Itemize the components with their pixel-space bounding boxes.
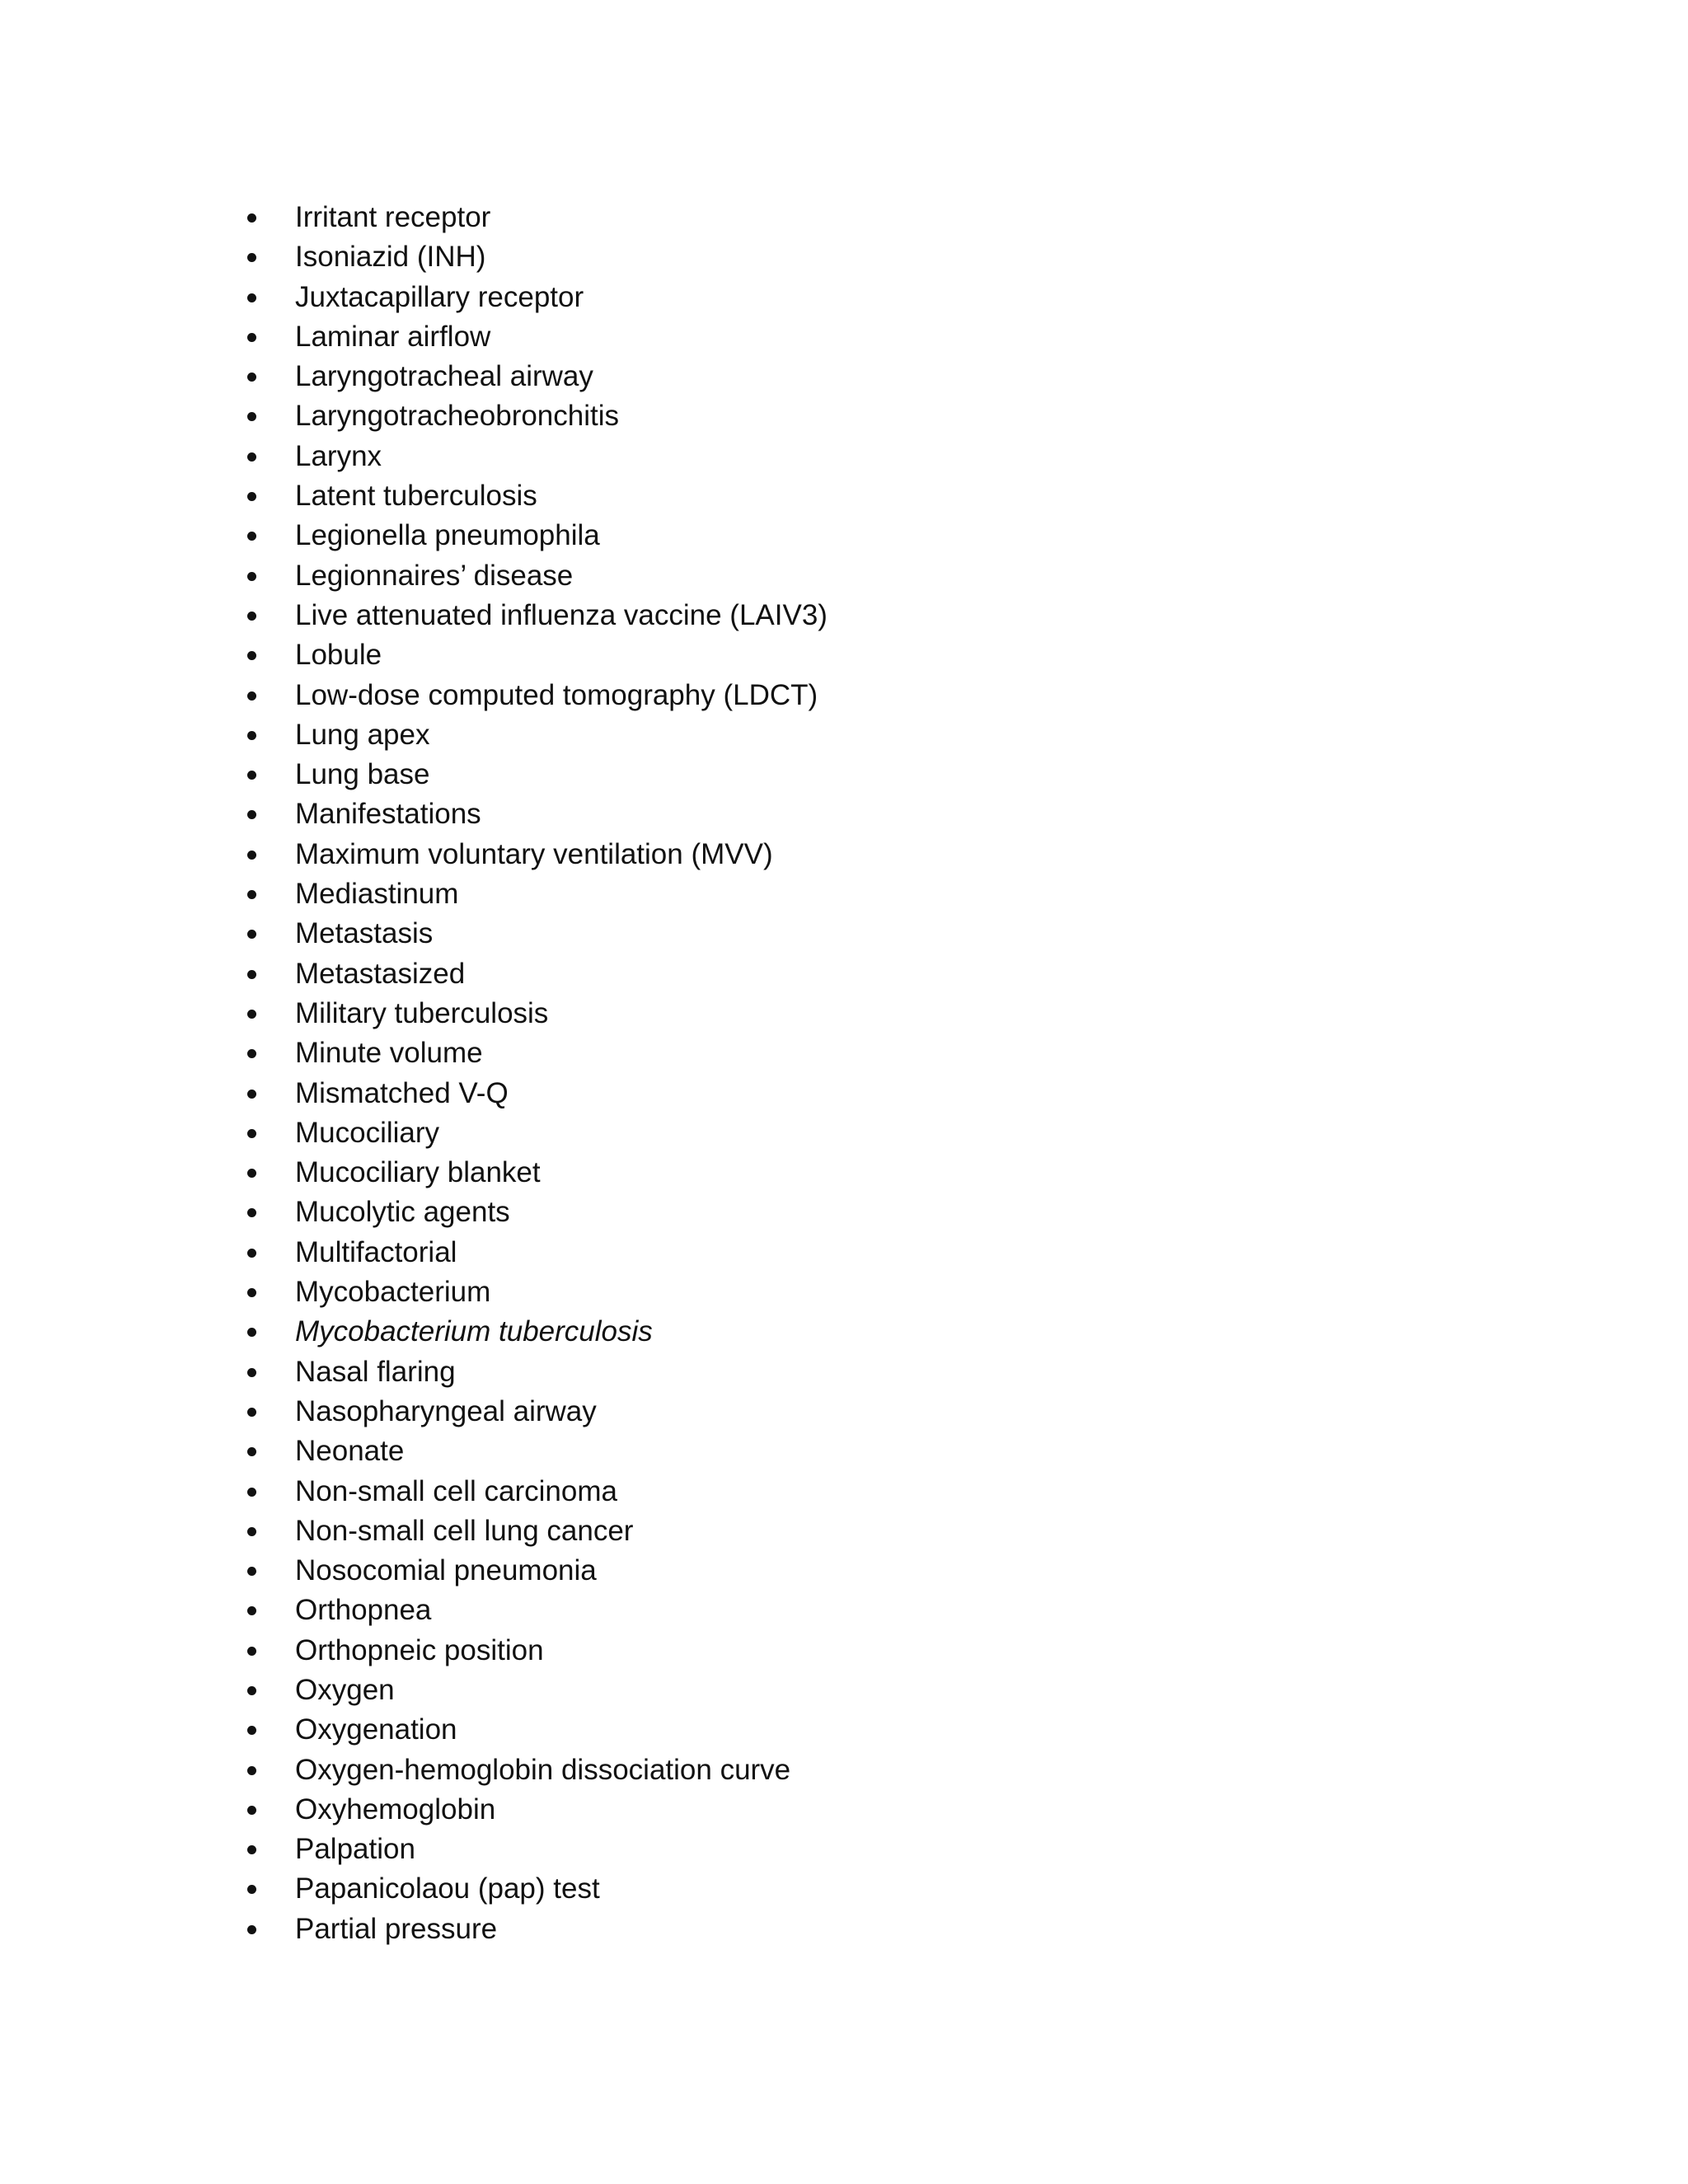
bullet-icon — [247, 890, 256, 899]
list-item — [247, 954, 828, 994]
bullet-icon — [247, 1288, 256, 1297]
term-text: Oxygen — [295, 1673, 395, 1706]
bullet-icon — [247, 1925, 256, 1934]
list-item — [247, 476, 828, 516]
list-item — [247, 1352, 828, 1392]
term-text: Legionnaires’ disease — [295, 559, 574, 592]
bullet-icon — [247, 1447, 256, 1456]
bullet-icon — [247, 1129, 256, 1138]
list-item — [247, 1869, 828, 1909]
list-item — [247, 755, 828, 794]
bullet-icon — [247, 1647, 256, 1656]
list-item — [247, 596, 828, 635]
bullet-icon — [247, 373, 256, 382]
bullet-icon — [247, 1368, 256, 1377]
list-item — [247, 794, 828, 834]
term-list — [247, 198, 828, 1949]
list-item — [247, 317, 828, 357]
list-item — [247, 198, 828, 237]
bullet-icon — [247, 1408, 256, 1417]
term-text: Orthopnea — [295, 1594, 432, 1627]
list-item — [247, 1631, 828, 1671]
term-text: Mycobacterium — [295, 1276, 491, 1309]
bullet-icon — [247, 1726, 256, 1735]
term-text: Lung apex — [295, 718, 430, 751]
list-item — [247, 1910, 828, 1949]
list-item — [247, 1233, 828, 1272]
bullet-icon — [247, 1249, 256, 1258]
bullet-icon — [247, 731, 256, 740]
list-item — [247, 914, 828, 954]
term-text: Larynx — [295, 439, 382, 472]
term-text: Legionella pneumophila — [295, 519, 600, 552]
term-text: Oxygenation — [295, 1713, 457, 1746]
list-item — [247, 635, 828, 675]
list-item — [247, 1750, 828, 1790]
bullet-icon — [247, 253, 256, 262]
bullet-icon — [247, 1686, 256, 1695]
term-text: Palpation — [295, 1833, 415, 1866]
term-text: Laryngotracheobronchitis — [295, 400, 620, 433]
bullet-icon — [247, 213, 256, 223]
list-item — [247, 237, 828, 277]
term-text: Neonate — [295, 1435, 405, 1468]
term-text: Mediastinum — [295, 878, 459, 911]
term-text: Lobule — [295, 639, 382, 672]
bullet-icon — [247, 810, 256, 819]
bullet-icon — [247, 1010, 256, 1019]
term-text: Partial pressure — [295, 1912, 498, 1945]
bullet-icon — [247, 612, 256, 621]
bullet-icon — [247, 1606, 256, 1615]
term-text: Papanicolaou (pap) test — [295, 1872, 600, 1905]
list-item — [247, 278, 828, 317]
bullet-icon — [247, 452, 256, 462]
list-item — [247, 1710, 828, 1750]
list-item — [247, 1193, 828, 1232]
list-item — [247, 1432, 828, 1471]
list-item — [247, 1551, 828, 1591]
bullet-icon — [247, 492, 256, 501]
list-item — [247, 1074, 828, 1113]
term-text: Oxyhemoglobin — [295, 1793, 496, 1825]
list-item — [247, 516, 828, 555]
term-text: Laryngotracheal airway — [295, 360, 593, 393]
list-item — [247, 835, 828, 874]
bullet-icon — [247, 1090, 256, 1099]
term-text: Low-dose computed tomography (LDCT) — [295, 678, 818, 711]
list-item — [247, 1272, 828, 1312]
bullet-icon — [247, 532, 256, 541]
bullet-icon — [247, 970, 256, 979]
list-item — [247, 556, 828, 596]
term-text: Oxygen-hemoglobin dissociation curve — [295, 1753, 791, 1786]
bullet-icon — [247, 1208, 256, 1217]
bullet-icon — [247, 1049, 256, 1058]
bullet-icon — [247, 930, 256, 939]
list-item — [247, 1591, 828, 1630]
bullet-icon — [247, 412, 256, 421]
term-text: Lung base — [295, 758, 430, 791]
term-text: Latent tuberculosis — [295, 480, 537, 513]
term-text: Mucolytic agents — [295, 1196, 510, 1229]
term-text: Juxtacapillary receptor — [295, 280, 584, 313]
term-text: Mucociliary blanket — [295, 1156, 541, 1189]
bullet-icon — [247, 651, 256, 660]
term-text: Non-small cell lung cancer — [295, 1514, 634, 1547]
bullet-icon — [247, 1328, 256, 1337]
bullet-icon — [247, 1567, 256, 1576]
bullet-icon — [247, 572, 256, 581]
list-item — [247, 1153, 828, 1193]
term-text: Isoniazid (INH) — [295, 241, 486, 274]
list-item — [247, 1830, 828, 1869]
term-text: Mismatched V-Q — [295, 1076, 509, 1109]
list-item — [247, 1033, 828, 1073]
term-text: Orthopneic position — [295, 1633, 544, 1666]
term-text: Nasal flaring — [295, 1355, 456, 1388]
term-text: Mycobacterium tuberculosis — [295, 1315, 653, 1348]
list-item — [247, 1392, 828, 1432]
term-text: Metastasized — [295, 957, 466, 990]
term-text: Irritant receptor — [295, 201, 491, 233]
term-text: Minute volume — [295, 1037, 483, 1070]
term-text: Nasopharyngeal airway — [295, 1394, 597, 1427]
term-text: Mucociliary — [295, 1116, 440, 1149]
term-text: Metastasis — [295, 917, 434, 950]
term-text: Non-small cell carcinoma — [295, 1474, 617, 1507]
list-item — [247, 676, 828, 715]
bullet-icon — [247, 771, 256, 780]
list-item — [247, 994, 828, 1033]
bullet-icon — [247, 851, 256, 860]
bullet-icon — [247, 1885, 256, 1894]
term-text: Maximum voluntary ventilation (MVV) — [295, 837, 773, 870]
term-text: Nosocomial pneumonia — [295, 1554, 597, 1587]
bullet-icon — [247, 1766, 256, 1775]
bullet-icon — [247, 1527, 256, 1536]
list-item — [247, 715, 828, 755]
list-item — [247, 1312, 828, 1352]
term-text: Live attenuated influenza vaccine (LAIV3) — [295, 598, 828, 631]
bullet-icon — [247, 293, 256, 302]
list-item — [247, 437, 828, 476]
term-text: Laminar airflow — [295, 320, 491, 353]
list-item — [247, 396, 828, 436]
list-item — [247, 1790, 828, 1830]
list-item — [247, 874, 828, 914]
term-text: Multifactorial — [295, 1235, 457, 1268]
bullet-icon — [247, 691, 256, 701]
bullet-icon — [247, 1806, 256, 1815]
bullet-icon — [247, 333, 256, 342]
list-item — [247, 357, 828, 396]
bullet-icon — [247, 1488, 256, 1497]
term-text: Military tuberculosis — [295, 996, 549, 1029]
bullet-icon — [247, 1169, 256, 1178]
list-item — [247, 1511, 828, 1551]
term-text: Manifestations — [295, 798, 481, 831]
list-item — [247, 1671, 828, 1710]
list-item — [247, 1113, 828, 1153]
bullet-icon — [247, 1845, 256, 1854]
list-item — [247, 1472, 828, 1511]
